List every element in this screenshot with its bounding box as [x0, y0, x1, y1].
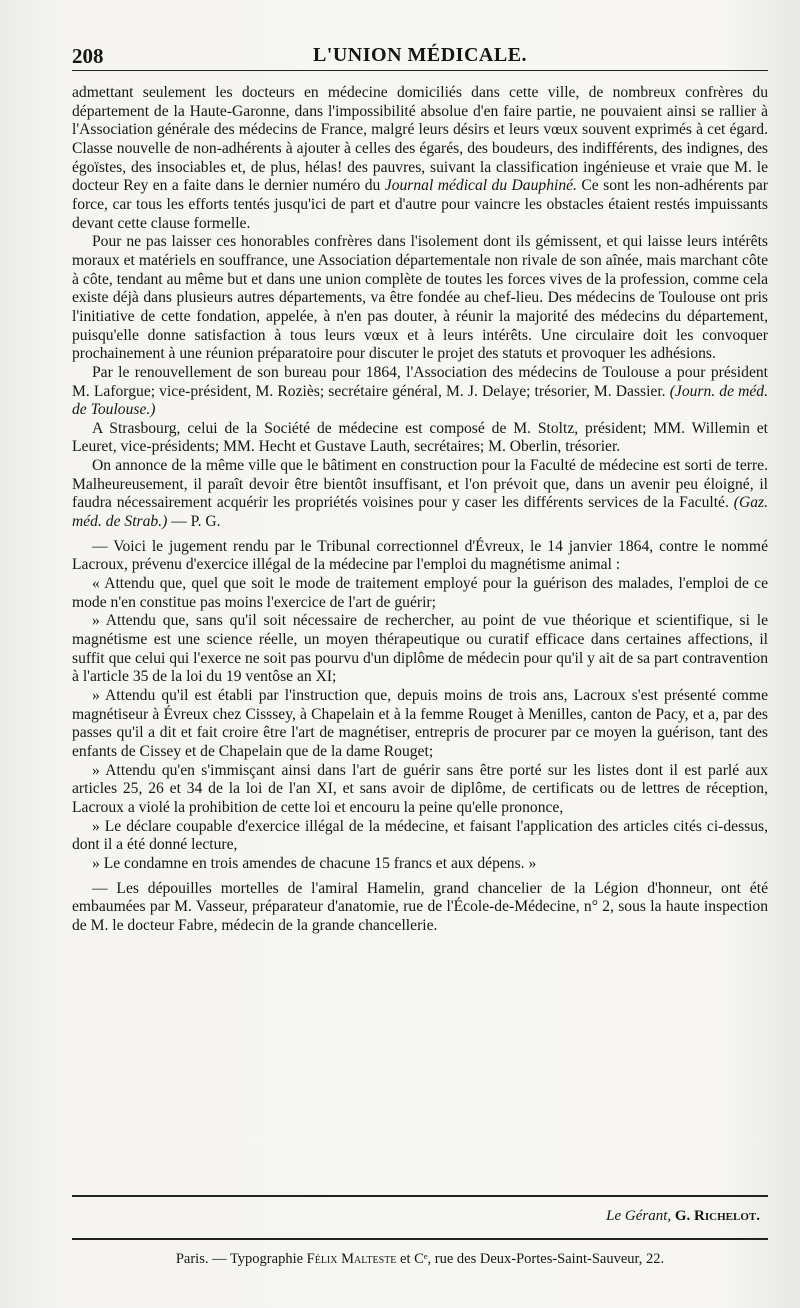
paragraph-7: — Les dépouilles mortelles de l'amiral Hamelin, grand chancelier de la Légion d'honneur, ont été embaumées par M. Vasseur, préparateur d'anatomie, rue de l'École-de-Médecine, n° 2, sous la haute inspection de M. le docteur Fabre, médecin de la grande chancellerie.: [72, 879, 768, 934]
paragraph-2: Pour ne pas laisser ces honorables confrères dans l'isolement dont ils gémissent, et qui laisse leurs intérêts moraux et matériels en souffrance, une Association départementale non rivale de son aînée, mais marchant côte à côte, tendant au même but et dans une union complète de toutes les forces vives de la profession, comme cela existe déjà dans plusieurs autres départements, va être fondée au chef-lieu. Des médecins de Toulouse ont pris l'initiative de cette fondation, appelée, à n'en pas douter, à réunir la majorité des médecins du département, puisqu'elle donne satisfaction à tous leurs vœux et à leurs intérêts. Une circulaire doit les convoquer prochainement à une réunion préparatoire pour discuter le projet des statuts et provoquer les adhésions.: [72, 233, 768, 363]
judgment-quote-4: » Attendu qu'en s'immisçant ainsi dans l'art de guérir sans être porté sur les listes dont il est parlé aux articles 25, 26 et 34 de la loi de l'an XI, et sans avoir de diplôme, de certificats ou de lettres de réception, Lacroux a violé la prohibition de cette loi et encouru la peine qu'elle prononce,: [72, 761, 768, 816]
journal-title: L'UNION MÉDICALE.: [312, 44, 528, 66]
paragraph-1-text: admettant seulement les docteurs en médecine domiciliés dans cette ville, de nombreux confrères du département de la Haute-Garonne, dans l'impossibilité absolue d'en faire partie, ne pouvaient ainsi se rallier à l'Association générale des médecins de France, malgré leurs désirs et leurs vœux souvent exprimés à cet égard. Classe nouvelle de non-adhérents à ajouter à celles des égarés, des boudeurs, des indifférents, des indignes, des égoïstes, des insociables et, de plus, hélas! des pauvres, suivant la classification ingénieuse et vraie que M. le docteur Rey en a faite dans le dernier numéro du: [72, 84, 768, 195]
paragraph-6: — Voici le jugement rendu par le Tribunal correctionnel d'Évreux, le 14 janvier 1864, contre le nommé Lacroux, prévenu d'exercice illégal de la médecine par l'emploi du magnétisme animal :: [72, 537, 768, 574]
paragraph-5: [72, 457, 768, 532]
page-header: [72, 38, 768, 74]
gerant-signature: [606, 1208, 760, 1225]
paragraph-3: [72, 364, 768, 420]
paragraph-4: A Strasbourg, celui de la Société de médecine est composé de M. Stoltz, président; MM. Willemin et Leuret, vice-présidents; MM. Hecht et Gustave Lauth, secrétaires; M. Oberlin, trésorier.: [72, 419, 768, 456]
footer-rule-top: [72, 1195, 768, 1197]
paragraph-1: [72, 84, 768, 233]
paragraph-5-text: On annonce de la même ville que le bâtiment en construction pour la Faculté de médecine est sorti de terre. Malheureusement, il paraît devoir être bientôt insuffisant, et l'on prévoit que, dans un avenir peu éloigné, il faudra nécessairement acquérir les propriétés voisines pour y caser les différents services de la Faculté.: [72, 457, 768, 512]
paragraph-3-text: Par le renouvellement de son bureau pour 1864, l'Association des médecins de Toulouse a pour président M. Laforgue; vice-président, M. Roziès; secrétaire général, M. J. Delaye; trésorier, M. Dassier.: [72, 363, 768, 400]
judgment-quote-2: » Attendu que, sans qu'il soit nécessaire de rechercher, au point de vue théorique et scientifique, si le magnétisme est une science réelle, un moyen thérapeutique ou curatif efficace dans certaines affections, il suffit que celui qui l'exerce ne soit pas pourvu d'un diplôme de médecin pour qu'il y ait de sa part contravention à l'article 35 de la loi du 19 ventôse an XI;: [72, 612, 768, 686]
journal-citation: Journal médical du Dauphiné.: [384, 177, 577, 195]
printer-imprint: [72, 1251, 768, 1268]
judgment-quote-5: » Le déclare coupable d'exercice illégal de la médecine, et faisant l'application des articles cités ci-dessus, dont il a été donné lecture,: [72, 817, 768, 854]
judgment-quote-3: » Attendu qu'il est établi par l'instruction que, depuis moins de trois ans, Lacroux s'est présenté comme magnétiseur à Évreux chez Cisssey, à Chapelain et à la femme Rouget à Menilles, canton de Pacy, et a, par des passes qu'il a dit et fait croire être l'art de magnétiser, entrepris de procurer par ce moyen la guérison, tant des enfants de Cissey et de Chapelain que de la dame Rouget;: [72, 687, 768, 760]
gerant-label: Le Gérant,: [606, 1208, 672, 1224]
paragraph-5-end: — P. G.: [167, 513, 221, 531]
footer-rule-bottom: [72, 1238, 768, 1240]
judgment-quote-1: « Attendu que, quel que soit le mode de traitement employé pour la guérison des malades, l'emploi de ce mode n'en constitue pas moins l'exercice de l'art de guérir;: [72, 575, 768, 611]
header-rule: [72, 70, 768, 71]
imprint-name: Félix Malteste: [306, 1251, 397, 1267]
page-number: 208: [72, 44, 104, 68]
gerant-name: G. Richelot.: [674, 1208, 760, 1224]
imprint-prefix: Paris. — Typographie: [175, 1251, 307, 1267]
article-body: [72, 84, 768, 936]
judgment-quote-6: » Le condamne en trois amendes de chacune 15 francs et aux dépens. »: [92, 854, 537, 872]
toulouse-citation: (Journ. de méd. de Toulouse.): [72, 382, 768, 419]
paragraph-1-end: Ce sont les non-adhérents par force, car tous les efforts tentés jusqu'ici de part et d'autre pour vaincre les obstacles étaient restés impuissants devant cette clause formelle.: [72, 177, 769, 232]
imprint-suffix: et Cᵉ, rue des Deux-Portes-Saint-Sauveur, 22.: [396, 1251, 665, 1267]
strasbourg-citation: (Gaz. méd. de Strab.): [72, 494, 768, 531]
